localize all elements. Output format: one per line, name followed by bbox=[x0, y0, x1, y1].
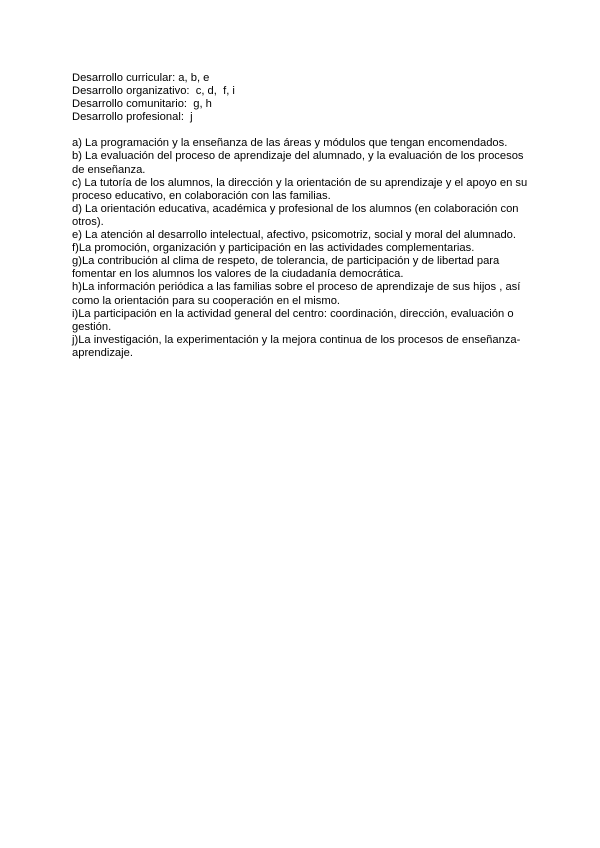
function-item-f: f)La promoción, organización y participación en las actividades complementarias. bbox=[72, 242, 475, 255]
functions-list bbox=[72, 137, 532, 360]
summary-comunitario: Desarrollo comunitario: g, h bbox=[72, 98, 212, 111]
document-page bbox=[72, 72, 532, 360]
function-item-h: h)La información periódica a las familias sobre el proceso de aprendizaje de sus hijos , así como la orientación para su cooperación en el mismo. bbox=[72, 281, 521, 307]
function-item-a: a) La programación y la enseñanza de las áreas y módulos que tengan encomendados. bbox=[72, 137, 508, 150]
development-summary bbox=[72, 72, 532, 124]
function-item-j: j)La investigación, la experimentación y la mejora continua de los procesos de enseñanza-aprendizaje. bbox=[72, 333, 521, 359]
function-item-e: e) La atención al desarrollo intelectual, afectivo, psicomotriz, social y moral del alumnado. bbox=[72, 229, 516, 242]
function-item-g: g)La contribución al clima de respeto, de tolerancia, de participación y de libertad para fomentar en los alumnos los valores de la ciudadanía democrática. bbox=[72, 255, 500, 281]
function-item-b: b) La evaluación del proceso de aprendizaje del alumnado, y la evaluación de los procesos de enseñanza. bbox=[72, 150, 524, 176]
summary-organizativo: Desarrollo organizativo: c, d, f, i bbox=[72, 85, 235, 98]
summary-curricular: Desarrollo curricular: a, b, e bbox=[72, 72, 210, 84]
blank-line bbox=[72, 124, 532, 137]
function-item-i: i)La participación en la actividad general del centro: coordinación, dirección, evaluación o gestión. bbox=[72, 307, 514, 333]
function-item-c: c) La tutoría de los alumnos, la dirección y la orientación de su aprendizaje y el apoyo en su proceso educativo, en colaboración con las familias. bbox=[72, 176, 528, 202]
function-item-d: d) La orientación educativa, académica y profesional de los alumnos (en colaboración con otros). bbox=[72, 202, 519, 228]
summary-profesional: Desarrollo profesional: j bbox=[72, 111, 193, 124]
